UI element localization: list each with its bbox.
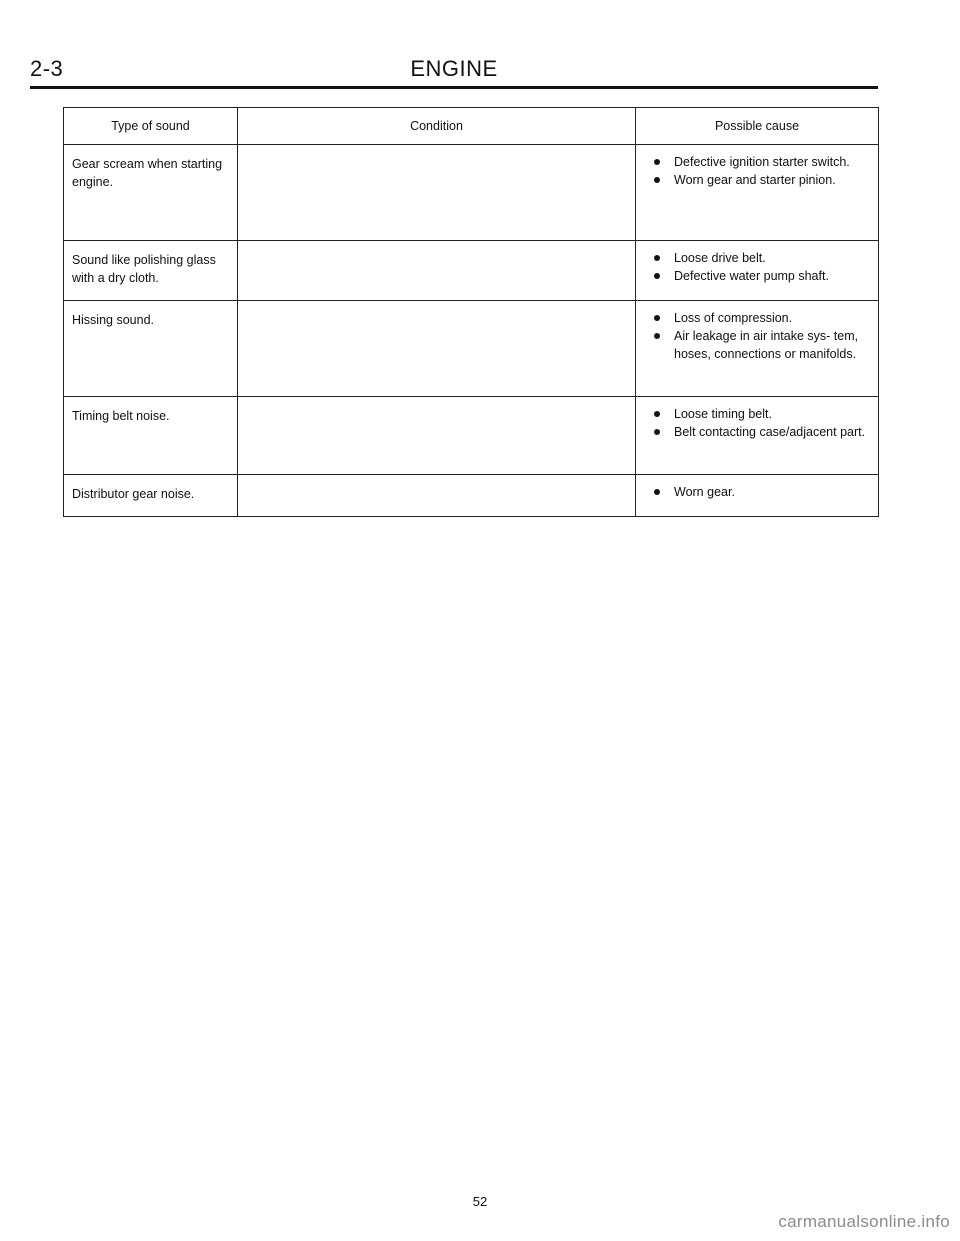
possible-cause-cell xyxy=(636,301,879,397)
condition-cell xyxy=(238,397,636,475)
condition-cell xyxy=(238,301,636,397)
table-row xyxy=(64,145,879,241)
sound-type-cell: Hissing sound. xyxy=(64,301,238,397)
bullet-icon xyxy=(654,411,660,417)
possible-cause-cell xyxy=(636,475,879,517)
watermark: carmanualsonline.info xyxy=(778,1212,950,1231)
sound-type-cell: Timing belt noise. xyxy=(64,397,238,475)
bullet-icon xyxy=(654,429,660,435)
page-title: ENGINE xyxy=(410,56,498,81)
sound-type-cell: Gear scream when starting engine. xyxy=(64,145,238,241)
cause-item xyxy=(644,153,870,171)
possible-cause-cell xyxy=(636,145,879,241)
cause-list xyxy=(644,309,870,363)
condition-cell xyxy=(238,145,636,241)
cause-list xyxy=(644,153,870,189)
column-header-type-of-sound: Type of sound xyxy=(64,108,238,145)
cause-text: Loss of compression. xyxy=(674,311,793,325)
section-number: 2-3 xyxy=(30,56,64,81)
cause-item xyxy=(644,327,870,363)
bullet-icon xyxy=(654,315,660,321)
bullet-icon xyxy=(654,159,660,165)
page-number: 52 xyxy=(472,1194,488,1209)
cause-list xyxy=(644,483,870,501)
table-row xyxy=(64,397,879,475)
cause-text: Worn gear. xyxy=(674,485,735,499)
cause-item xyxy=(644,267,870,285)
cause-text: Defective ignition starter switch. xyxy=(674,155,850,169)
engine-noise-table xyxy=(63,107,879,517)
sound-type-cell: Sound like polishing glass with a dry cloth. xyxy=(64,241,238,301)
sound-type-cell: Distributor gear noise. xyxy=(64,475,238,517)
cause-item xyxy=(644,483,870,501)
table-header-row xyxy=(64,108,879,145)
cause-text: Air leakage in air intake sys- tem, hoses, connections or manifolds. xyxy=(674,329,859,361)
cause-text: Loose timing belt. xyxy=(674,407,772,421)
cause-text: Loose drive belt. xyxy=(674,251,766,265)
cause-list xyxy=(644,249,870,285)
bullet-icon xyxy=(654,255,660,261)
condition-cell xyxy=(238,475,636,517)
cause-item xyxy=(644,405,870,423)
bullet-icon xyxy=(654,333,660,339)
cause-item xyxy=(644,423,870,441)
bullet-icon xyxy=(654,489,660,495)
possible-cause-cell xyxy=(636,241,879,301)
cause-item xyxy=(644,309,870,327)
bullet-icon xyxy=(654,177,660,183)
table-row xyxy=(64,241,879,301)
cause-item xyxy=(644,171,870,189)
cause-text: Worn gear and starter pinion. xyxy=(674,173,836,187)
page-header xyxy=(30,50,878,89)
table-row xyxy=(64,475,879,517)
cause-text: Belt contacting case/adjacent part. xyxy=(674,425,866,439)
bullet-icon xyxy=(654,273,660,279)
cause-item xyxy=(644,249,870,267)
cause-list xyxy=(644,405,870,441)
column-header-condition: Condition xyxy=(238,108,636,145)
column-header-possible-cause: Possible cause xyxy=(636,108,879,145)
condition-cell xyxy=(238,241,636,301)
cause-text: Defective water pump shaft. xyxy=(674,269,829,283)
table-row xyxy=(64,301,879,397)
possible-cause-cell xyxy=(636,397,879,475)
